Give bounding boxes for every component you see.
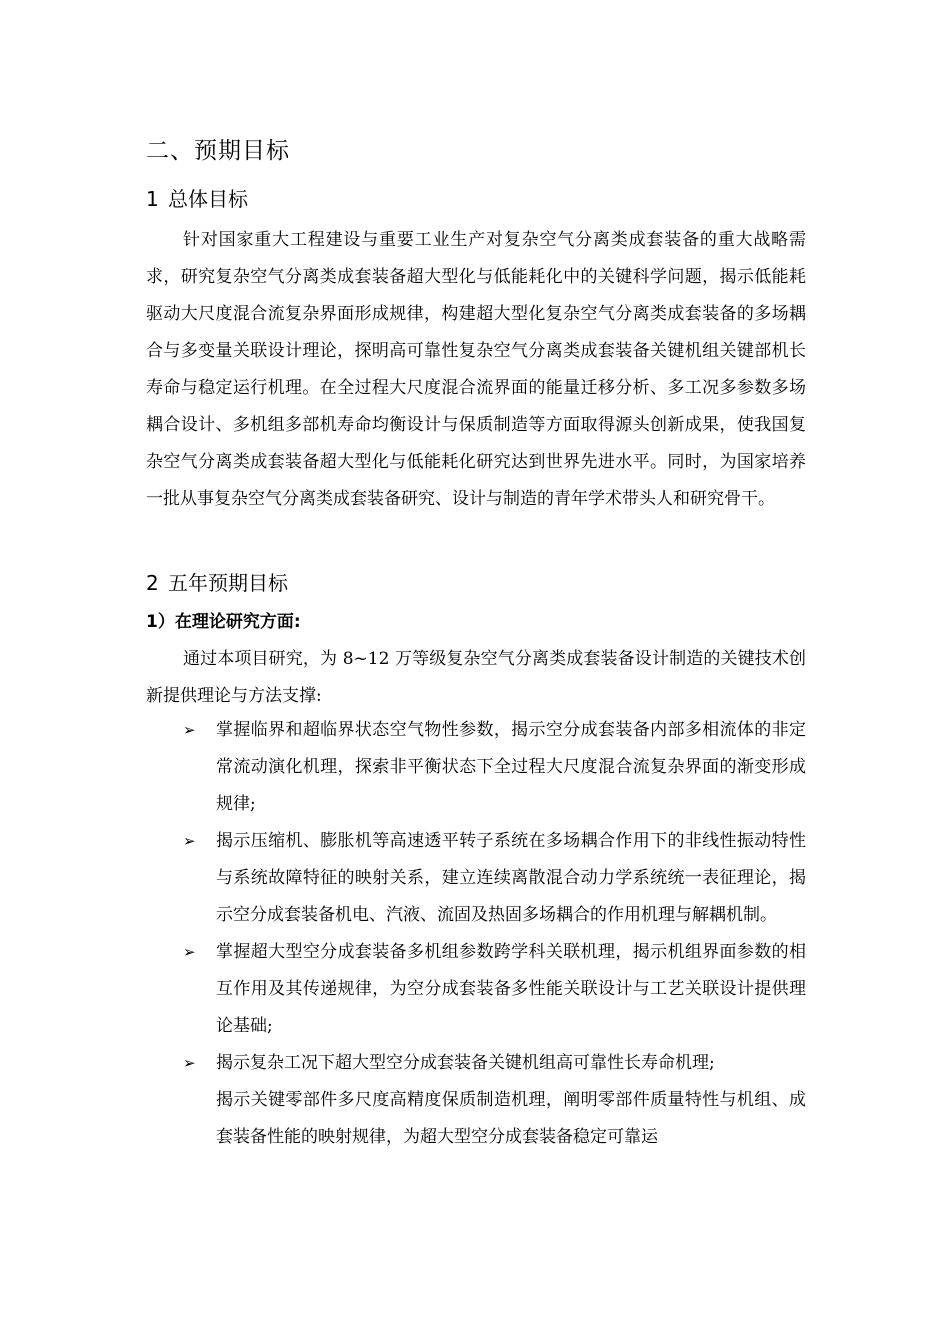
overall-goal-paragraph: 针对国家重大工程建设与重要工业生产对复杂空气分离类成套装备的重大战略需求，研究复杂空气分离类成套装备超大型化与低能耗化中的关键科学问题，揭示低能耗驱动大尺度混合流复杂界面形成规律，构建超大型化复杂空气分离类成套装备的多场耦合与多变量关联设计理论，探明高可靠性复杂空气分离类成套装备关键机组关键部机长寿命与稳定运行机理。在全过程大尺度混合流界面的能量迁移分析、多工况多参数多场耦合设计、多机组多部机寿命均衡设计与保质制造等方面取得源头创新成果，使我国复杂空气分离类成套装备超大型化与低能耗化研究达到世界先进水平。同时，为国家培养一批从事复杂空气分离类成套装备研究、设计与制造的青年学术带头人和研究骨干。 [146,230,806,509]
overall-goal-title: 总体目标 [168,187,248,211]
list-item [146,1045,806,1156]
overall-goal-number: 1 [146,187,159,211]
section-title: 二、预期目标 [146,138,290,164]
bullet-text: 掌握超大型空分成套装备多机组参数跨学科关联机理，揭示机组界面参数的相互作用及其传递规律，为空分成套装备多性能关联设计与工艺关联设计提供理论基础; [216,942,806,1036]
goal-bullet-list [146,712,806,1156]
bullet-text: 掌握临界和超临界状态空气物性参数，揭示空分成套装备内部多相流体的非定常流动演化机理，探索非平衡状态下全过程大尺度混合流复杂界面的渐变形成规律; [216,720,806,814]
five-year-goal-number: 2 [146,571,159,595]
bullet-continuation-text: 揭示关键零部件多尺度高精度保质制造机理，阐明零部件质量特性与机组、成套装备性能的映射规律，为超大型空分成套装备稳定可靠运 [216,1090,806,1147]
arrow-bullet-icon: ➢ [183,832,196,850]
five-year-goal-heading [146,567,288,599]
list-item [146,823,806,934]
arrow-bullet-icon: ➢ [183,943,196,961]
theory-research-heading: 1）在理论研究方面: [146,612,301,632]
list-item [146,934,806,1045]
bullet-text: 揭示复杂工况下超大型空分成套装备关键机组高可靠性长寿命机理; [216,1053,715,1073]
bullet-text: 揭示压缩机、膨胀机等高速透平转子系统在多场耦合作用下的非线性振动特性与系统故障特征的映射关系，建立连续离散混合动力学系统统一表征理论，揭示空分成套装备机电、汽液、流固及热固多场耦合的作用机理与解耦机制。 [216,831,806,925]
arrow-bullet-icon: ➢ [183,1054,196,1072]
theory-intro-paragraph: 通过本项目研究，为 8~12 万等级复杂空气分离类成套装备设计制造的关键技术创新提供理论与方法支撑: [146,649,806,706]
arrow-bullet-icon: ➢ [183,721,196,739]
overall-goal-heading [146,183,248,215]
five-year-goal-title: 五年预期目标 [168,571,288,595]
list-item [146,712,806,823]
